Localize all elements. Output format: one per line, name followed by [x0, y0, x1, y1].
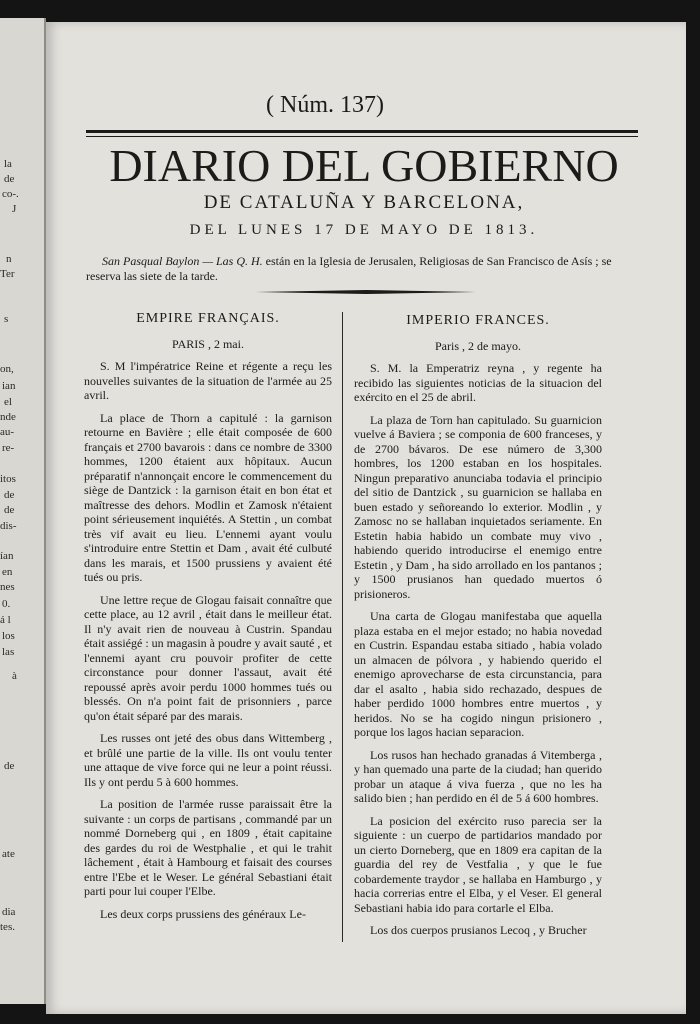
left-page-fragment: co-.	[2, 188, 19, 200]
paragraph: La plaza de Torn han capitulado. Su guarnicion vuelve á Baviera ; se componia de 600 franceses, y de 2700 bávaros. De ese número de 3,300 hombres, los 1200 estaban en los hospitales. Ningun preparativo anunciaba todavia el principio del sitio de Dantzick , su guarnicion se hallaba en buen estado y señoreando lo exterior. Modlin , y Zamosc no se hallaban inquietados seriamente. En Estetin habia habido un combate muy vivo , habiendo querido introducirse el enemigo entre Estetin , y Dam , ha sido arrollado en los pantanos ; y 1500 prusianos han quedado muertos ó prisioneros.	[354, 412, 602, 601]
left-page-fragment: s	[4, 313, 9, 325]
article-heading: IMPERIO FRANCES.	[406, 313, 550, 328]
left-page-fragment: dis-	[0, 520, 17, 532]
newspaper-page	[46, 22, 686, 1014]
issue-date: DEL LUNES 17 DE MAYO DE 1813.	[189, 222, 539, 238]
paragraph: Una carta de Glogau manifestaba que aquella plaza estaba en el mejor estado; no habia novedad en Custrin. Espandau estaba sitiado , habia volado un almacen de pólvora , y habiendo querido el enemigo aprovecharse de esta circunstancia, para dar el asalto , habia sido rechazado, despues de haber perdido 1000 hombres entre muertos , y heridos. No se ha cogido ningun prisionero , porque los lagos hacian separacion.	[354, 609, 602, 739]
article-dateline: Paris , 2 de mayo.	[435, 338, 521, 353]
left-page-fragment: las	[2, 646, 15, 658]
left-page-fragment: nde	[0, 411, 16, 423]
left-page-fragment: á l	[0, 614, 11, 626]
left-page-fragment: de	[4, 173, 15, 185]
masthead-subtitle: DE CATALUÑA Y BARCELONA,	[203, 192, 525, 213]
left-page-fragment: ian	[2, 380, 16, 392]
paragraph: Los rusos han hechado granadas á Vitemberga , y han quemado una parte de la ciudad; han querido probar un ataque á viva fuerza , que no les ha salido bien ; han perdido en él de 5 á 600 hombres.	[354, 747, 602, 805]
left-page-fragment: dia	[2, 906, 16, 918]
left-page-fragment: à	[12, 670, 17, 682]
paragraph: Les deux corps prussiens des généraux Le-	[100, 906, 306, 921]
paragraph: Une lettre reçue de Glogau faisait connaître que cette place, au 12 avril , était dans le meilleur état. Il n'y avait rien de nouveau à Custrin. Spandau était assiégé : un magasin à poudre y avait sauté , et l'ennemi ayant cru pouvoir profiter de cette circonstance pour donner l'assaut, avait été repoussé après avoir perdu 1000 hommes tués ou blessés. On n'a point fait de prisonniers , parce qu'on était séparé par des marais.	[84, 592, 332, 723]
issue-number: ( Núm. 137)	[266, 92, 384, 118]
article-spanish	[354, 314, 602, 946]
header-rule	[86, 130, 638, 133]
paragraph: La position de l'armée russe paraissait être la suivante : un corps de partisans , commandé par un nommé Dorneberg qui , en 1809 , était capitaine des gardes du roi de Westphalie , et qui le trahit lâchement , était à Hambourg et faisait des courses entre l'Ebe et le Weser. Le général Sebastiani était parti pour lui couper l'Elbe.	[84, 797, 332, 898]
left-page-fragment: au-	[0, 426, 15, 438]
left-page-fragment: J	[12, 203, 17, 215]
left-page-fragment: de	[4, 489, 15, 501]
left-page-fragment: ían	[0, 550, 14, 562]
masthead-title: DIARIO DEL GOBIERNO	[109, 140, 619, 191]
paragraph: La place de Thorn a capitulé : la garnison retourne en Bavière ; elle était composée de 600 français et 2700 bavarois : dans ce nombre de 3300 hommes, 1200 étaient aux hôpitaux. Aucun préparatif n'annonçait encore le commencement du siège de Dantzick : la garnison était en bon état et maîtresse des dehors. Modlin et Zamosk n'étaient point sérieusement inquiétés. A Stettin , un combat très vif avait eu lieu. L'ennemi ayant voulu s'introduire entre Stettin et Dam , avait été culbuté dans les marais, et 1500 prussiens y avaient été tués ou pris.	[84, 410, 332, 584]
paragraph: La posicion del exército ruso parecia ser la siguiente : un cuerpo de partidarios mandado por un cierto Dorneberg, que en 1809 era capitan de la guardia del rey de Vestfalia , y que le fue cobardemente traydor , se hallaba en Hamburgo , y hacia correrias entre el Elba, y el Veser. El general Sebastiani habia ido para cortarle el Elba.	[354, 813, 602, 915]
paragraph: S. M. la Emperatriz reyna , y regente ha recibido las siguientes noticias de la situacion del exército en el 25 de abril.	[354, 361, 602, 404]
article-dateline: PARIS , 2 mai.	[172, 336, 244, 351]
left-page-fragment: en	[2, 566, 13, 578]
paragraph: S. M l'impératrice Reine et régente a reçu les nouvelles suivantes de la situation de l'armée au 25 avril.	[84, 359, 332, 402]
ornament-rule	[256, 290, 476, 294]
left-page-fragment: nes	[0, 581, 15, 593]
left-page-fragment: el	[4, 396, 12, 408]
left-page-fragment: re-	[2, 442, 15, 454]
left-page-fragment: los	[2, 630, 15, 642]
left-page-fragment: ate	[2, 848, 15, 860]
article-french	[84, 312, 332, 929]
left-page-fragment: Ter	[0, 268, 15, 280]
left-page-fragment: de	[4, 504, 15, 516]
adjacent-page	[0, 18, 46, 1004]
column-divider	[342, 312, 343, 942]
left-page-fragment: 0.	[2, 598, 11, 610]
saint-name: San Pasqual Baylon — Las Q. H.	[102, 254, 263, 268]
left-page-fragment: la	[4, 158, 12, 170]
left-page-fragment: n	[6, 253, 12, 265]
left-page-fragment: itos	[0, 473, 16, 485]
paragraph: Los dos cuerpos prusianos Lecoq , y Brucher	[370, 923, 587, 937]
saint-of-the-day	[86, 254, 646, 284]
left-page-fragment: tes.	[0, 921, 15, 933]
left-page-fragment: on,	[0, 363, 14, 375]
paragraph: Les russes ont jeté des obus dans Wittemberg , et brûlé une partie de la ville. Ils ont voulu tenter une attaque de vive force qui ne leur a point réussi. Ils y ont perdu 5 à 600 hommes.	[84, 731, 332, 789]
saint-note: están en la Iglesia de Jerusalen, Religiosas de San Francisco de Asís ; se reserva las siete de la tarde.	[86, 254, 612, 283]
article-heading: EMPIRE FRANÇAIS.	[136, 311, 280, 326]
left-page-fragment: de	[4, 760, 15, 772]
